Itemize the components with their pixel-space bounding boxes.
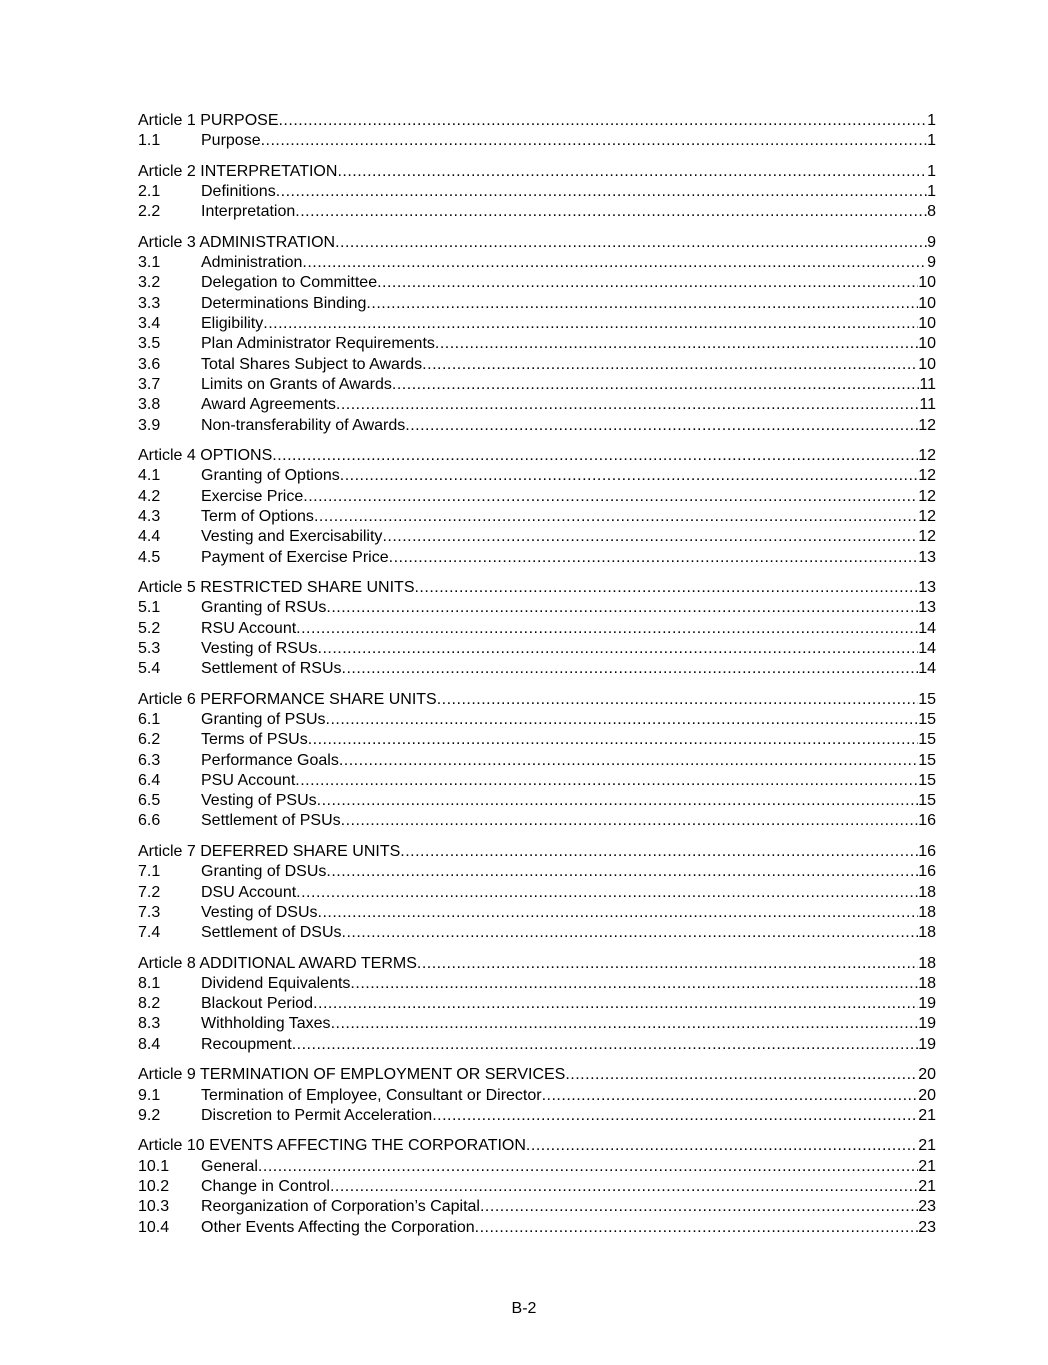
toc-section-entry[interactable] <box>138 294 936 314</box>
article-title: Article 2 INTERPRETATION <box>138 162 338 180</box>
page-ref: 1 <box>927 132 936 150</box>
section-title: Terms of PSUs <box>201 731 308 749</box>
dot-leader <box>326 862 918 882</box>
dot-leader <box>417 954 918 974</box>
toc-section-entry[interactable] <box>138 416 936 436</box>
toc-article-entry[interactable] <box>138 578 936 598</box>
dot-leader <box>341 811 919 831</box>
toc-section-entry[interactable] <box>138 355 936 375</box>
dot-leader <box>278 111 927 131</box>
page-ref: 18 <box>918 924 936 942</box>
dot-leader <box>350 974 918 994</box>
article-title: Article 3 ADMINISTRATION <box>138 233 336 251</box>
page-ref: 14 <box>918 619 936 637</box>
dot-leader <box>437 690 918 710</box>
section-title: Plan Administrator Requirements <box>201 335 435 353</box>
toc-section-entry[interactable] <box>138 1035 936 1055</box>
dot-leader <box>475 1218 919 1238</box>
section-title: Dividend Equivalents <box>201 974 351 992</box>
dot-leader <box>302 253 927 273</box>
section-title: Award Agreements <box>201 396 336 414</box>
page-ref: 13 <box>918 548 936 566</box>
page-ref: 20 <box>918 1086 936 1104</box>
section-number: 3.4 <box>138 315 161 333</box>
page-ref: 15 <box>918 710 936 728</box>
section-title: Reorganization of Corporation’s Capital <box>201 1198 480 1216</box>
section-number: 1.1 <box>138 132 161 150</box>
section-number: 6.3 <box>138 751 161 769</box>
page-ref: 12 <box>918 528 936 546</box>
dot-leader <box>337 162 927 182</box>
page-ref: 16 <box>918 842 936 860</box>
toc-article-entry[interactable] <box>138 1136 936 1156</box>
section-number: 3.2 <box>138 274 161 292</box>
page-ref: 13 <box>918 599 936 617</box>
toc-section-entry[interactable] <box>138 811 936 831</box>
toc-section-entry[interactable] <box>138 730 936 750</box>
page-number: B-2 <box>511 1300 537 1317</box>
dot-leader <box>308 730 919 750</box>
section-title: Vesting of PSUs <box>201 792 317 810</box>
section-number: 3.3 <box>138 294 161 312</box>
section-title: DSU Account <box>201 883 297 901</box>
page-ref: 15 <box>918 771 936 789</box>
dot-leader <box>318 639 919 659</box>
section-number: 4.4 <box>138 528 161 546</box>
toc-section-entry[interactable] <box>138 710 936 730</box>
page-ref: 16 <box>918 812 936 830</box>
dot-leader <box>400 842 918 862</box>
page-ref: 18 <box>918 903 936 921</box>
section-title: Other Events Affecting the Corporation <box>201 1218 475 1236</box>
toc-section-entry[interactable] <box>138 771 936 791</box>
dot-leader <box>339 751 918 771</box>
toc-section-entry[interactable] <box>138 619 936 639</box>
section-title: Eligibility <box>201 315 264 333</box>
section-title: Termination of Employee, Consultant or Director <box>201 1086 542 1104</box>
dot-leader <box>295 202 927 222</box>
section-title: Definitions <box>201 183 276 201</box>
dot-leader <box>258 1157 918 1177</box>
dot-leader <box>326 598 918 618</box>
section-title: Granting of PSUs <box>201 710 326 728</box>
page-ref: 12 <box>918 487 936 505</box>
section-title: General <box>201 1157 258 1175</box>
toc-article-group <box>138 162 936 223</box>
toc-section-entry[interactable] <box>138 395 936 415</box>
toc-article-entry[interactable] <box>138 233 936 253</box>
section-number: 3.9 <box>138 416 161 434</box>
toc-article-group <box>138 578 936 679</box>
section-number: 9.1 <box>138 1086 161 1104</box>
toc-section-entry[interactable] <box>138 994 936 1014</box>
page-ref: 12 <box>918 447 936 465</box>
toc-section-entry[interactable] <box>138 466 936 486</box>
toc-article-group <box>138 1065 936 1126</box>
toc-article-entry[interactable] <box>138 690 936 710</box>
page-ref: 16 <box>918 863 936 881</box>
toc-section-entry[interactable] <box>138 598 936 618</box>
section-title: Performance Goals <box>201 751 339 769</box>
toc-section-entry[interactable] <box>138 507 936 527</box>
page-ref: 21 <box>918 1177 936 1195</box>
page-ref: 1 <box>927 183 936 201</box>
section-number: 10.3 <box>138 1198 170 1216</box>
dot-leader <box>296 883 918 903</box>
dot-leader <box>296 619 918 639</box>
dot-leader <box>314 507 918 527</box>
section-number: 3.5 <box>138 335 161 353</box>
toc-section-entry[interactable] <box>138 751 936 771</box>
toc-section-entry[interactable] <box>138 923 936 943</box>
toc-section-entry[interactable] <box>138 1218 936 1238</box>
section-number: 5.4 <box>138 660 161 678</box>
page-ref: 23 <box>918 1218 936 1236</box>
section-number: 10.2 <box>138 1177 170 1195</box>
dot-leader <box>292 1035 918 1055</box>
page-ref: 13 <box>918 578 936 596</box>
dot-leader <box>432 1106 918 1126</box>
dot-leader <box>382 527 918 547</box>
section-number: 10.4 <box>138 1218 170 1236</box>
toc-section-entry[interactable] <box>138 334 936 354</box>
section-number: 3.7 <box>138 375 161 393</box>
section-number: 6.5 <box>138 792 161 810</box>
toc-article-group <box>138 690 936 832</box>
section-number: 8.3 <box>138 1015 161 1033</box>
page-ref: 12 <box>918 507 936 525</box>
section-title: Granting of RSUs <box>201 599 327 617</box>
dot-leader <box>336 395 920 415</box>
section-title: Total Shares Subject to Awards <box>201 355 423 373</box>
toc-article-group <box>138 446 936 568</box>
section-title: Granting of DSUs <box>201 863 327 881</box>
toc-section-entry[interactable] <box>138 131 936 151</box>
toc-section-entry[interactable] <box>138 548 936 568</box>
article-title: Article 6 PERFORMANCE SHARE UNITS <box>138 690 437 708</box>
toc-section-entry[interactable] <box>138 1086 936 1106</box>
section-number: 7.1 <box>138 863 161 881</box>
section-number: 2.1 <box>138 183 161 201</box>
section-title: Limits on Grants of Awards <box>201 375 392 393</box>
dot-leader <box>276 182 927 202</box>
section-title: Discretion to Permit Acceleration <box>201 1106 433 1124</box>
dot-leader <box>313 994 918 1014</box>
page-ref: 15 <box>918 690 936 708</box>
toc-article-group <box>138 111 936 152</box>
toc-section-entry[interactable] <box>138 791 936 811</box>
toc-section-entry[interactable] <box>138 883 936 903</box>
toc-section-entry[interactable] <box>138 487 936 507</box>
toc-section-entry[interactable] <box>138 314 936 334</box>
section-number: 5.2 <box>138 619 161 637</box>
section-number: 8.1 <box>138 974 161 992</box>
toc-article-entry[interactable] <box>138 954 936 974</box>
dot-leader <box>303 487 918 507</box>
toc-article-group <box>138 842 936 943</box>
toc-article-entry[interactable] <box>138 162 936 182</box>
dot-leader <box>335 233 927 253</box>
toc-article-entry[interactable] <box>138 1065 936 1085</box>
page-ref: 10 <box>918 335 936 353</box>
page-ref: 1 <box>927 162 936 180</box>
toc-section-entry[interactable] <box>138 903 936 923</box>
section-title: Determinations Binding <box>201 294 367 312</box>
toc-section-entry[interactable] <box>138 202 936 222</box>
section-number: 7.2 <box>138 883 161 901</box>
toc-section-entry[interactable] <box>138 974 936 994</box>
page-ref: 23 <box>918 1198 936 1216</box>
page-ref: 12 <box>918 416 936 434</box>
page-ref: 11 <box>919 396 936 414</box>
page-ref: 19 <box>918 1015 936 1033</box>
article-title: Article 4 OPTIONS <box>138 447 273 465</box>
toc-section-entry[interactable] <box>138 1106 936 1126</box>
section-number: 6.1 <box>138 710 161 728</box>
dot-leader <box>263 314 918 334</box>
page-ref: 12 <box>918 467 936 485</box>
dot-leader <box>392 375 919 395</box>
section-number: 4.3 <box>138 507 161 525</box>
table-of-contents <box>138 111 936 1248</box>
page-ref: 14 <box>918 639 936 657</box>
page-ref: 19 <box>918 1035 936 1053</box>
toc-article-entry[interactable] <box>138 842 936 862</box>
page-ref: 19 <box>918 995 936 1013</box>
dot-leader <box>542 1086 919 1106</box>
dot-leader <box>526 1136 918 1156</box>
section-title: Settlement of DSUs <box>201 924 342 942</box>
section-number: 6.4 <box>138 771 161 789</box>
page-ref: 21 <box>918 1157 936 1175</box>
section-title: Change in Control <box>201 1177 330 1195</box>
toc-section-entry[interactable] <box>138 273 936 293</box>
dot-leader <box>414 578 918 598</box>
toc-section-entry[interactable] <box>138 375 936 395</box>
toc-section-entry[interactable] <box>138 1014 936 1034</box>
article-title: Article 1 PURPOSE <box>138 112 279 129</box>
dot-leader <box>331 1014 919 1034</box>
dot-leader <box>405 416 918 436</box>
page-ref: 8 <box>927 203 936 221</box>
toc-article-group <box>138 1136 936 1237</box>
page-ref: 10 <box>918 355 936 373</box>
page-ref: 9 <box>927 254 936 272</box>
section-title: Settlement of RSUs <box>201 660 342 678</box>
dot-leader <box>330 1177 918 1197</box>
section-number: 5.1 <box>138 599 161 617</box>
section-title: Delegation to Committee <box>201 274 378 292</box>
section-number: 6.6 <box>138 812 161 830</box>
section-number: 10.1 <box>138 1157 170 1175</box>
section-title: Withholding Taxes <box>201 1015 331 1033</box>
page-ref: 14 <box>918 660 936 678</box>
dot-leader <box>389 548 919 568</box>
section-title: Blackout Period <box>201 995 314 1013</box>
section-title: Non-transferability of Awards <box>201 416 406 434</box>
dot-leader <box>342 923 919 943</box>
page-ref: 10 <box>918 274 936 292</box>
section-title: Exercise Price <box>201 487 304 505</box>
page-ref: 21 <box>918 1106 936 1124</box>
toc-article-group <box>138 233 936 436</box>
dot-leader <box>565 1065 918 1085</box>
toc-article-entry[interactable] <box>138 111 936 131</box>
dot-leader <box>272 446 918 466</box>
toc-section-entry[interactable] <box>138 862 936 882</box>
section-number: 4.2 <box>138 487 161 505</box>
article-title: Article 8 ADDITIONAL AWARD TERMS <box>138 954 417 972</box>
toc-section-entry[interactable] <box>138 182 936 202</box>
dot-leader <box>261 131 928 151</box>
section-title: Administration <box>201 254 303 272</box>
toc-article-entry[interactable] <box>138 446 936 466</box>
article-title: Article 7 DEFERRED SHARE UNITS <box>138 842 401 860</box>
dot-leader <box>480 1197 918 1217</box>
section-title: RSU Account <box>201 619 297 637</box>
toc-section-entry[interactable] <box>138 253 936 273</box>
section-title: Term of Options <box>201 507 314 525</box>
page-ref: 10 <box>918 294 936 312</box>
dot-leader <box>435 334 918 354</box>
dot-leader <box>318 903 919 923</box>
section-number: 8.4 <box>138 1035 161 1053</box>
page-ref: 10 <box>918 315 936 333</box>
section-title: PSU Account <box>201 771 296 789</box>
dot-leader <box>366 294 918 314</box>
article-title: Article 5 RESTRICTED SHARE UNITS <box>138 578 415 596</box>
toc-section-entry[interactable] <box>138 1197 936 1217</box>
section-title: Payment of Exercise Price <box>201 548 389 566</box>
section-number: 9.2 <box>138 1106 161 1124</box>
section-number: 4.1 <box>138 467 161 485</box>
toc-section-entry[interactable] <box>138 527 936 547</box>
toc-section-entry[interactable] <box>138 659 936 679</box>
section-title: Vesting of DSUs <box>201 903 318 921</box>
section-number: 4.5 <box>138 548 161 566</box>
toc-article-group <box>138 954 936 1055</box>
toc-section-entry[interactable] <box>138 1157 936 1177</box>
page-ref: 15 <box>918 731 936 749</box>
dot-leader <box>342 659 919 679</box>
section-number: 8.2 <box>138 995 161 1013</box>
section-number: 6.2 <box>138 731 161 749</box>
dot-leader <box>326 710 919 730</box>
page-ref: 18 <box>918 954 936 972</box>
section-number: 2.2 <box>138 203 161 221</box>
section-number: 7.3 <box>138 903 161 921</box>
section-title: Granting of Options <box>201 467 340 485</box>
article-title: Article 10 EVENTS AFFECTING THE CORPORATION <box>138 1137 526 1155</box>
page-ref: 9 <box>927 233 936 251</box>
section-title: Settlement of PSUs <box>201 812 341 830</box>
section-number: 7.4 <box>138 924 161 942</box>
section-title: Vesting of RSUs <box>201 639 318 657</box>
page-ref: 1 <box>927 112 936 129</box>
page-ref: 20 <box>918 1066 936 1084</box>
section-number: 3.8 <box>138 396 161 414</box>
page-ref: 15 <box>918 792 936 810</box>
page-ref: 18 <box>918 974 936 992</box>
section-title: Interpretation <box>201 203 296 221</box>
section-title: Vesting and Exercisability <box>201 528 383 546</box>
toc-section-entry[interactable] <box>138 639 936 659</box>
dot-leader <box>340 466 918 486</box>
article-title: Article 9 TERMINATION OF EMPLOYMENT OR SERVICES <box>138 1066 566 1084</box>
dot-leader <box>317 791 919 811</box>
page-ref: 15 <box>918 751 936 769</box>
dot-leader <box>295 771 918 791</box>
section-number: 3.6 <box>138 355 161 373</box>
section-number: 3.1 <box>138 254 161 272</box>
page-ref: 21 <box>918 1137 936 1155</box>
section-title: Recoupment <box>201 1035 292 1053</box>
dot-leader <box>377 273 918 293</box>
section-number: 5.3 <box>138 639 161 657</box>
section-title: Purpose <box>201 132 261 150</box>
dot-leader <box>422 355 918 375</box>
page-ref: 11 <box>919 375 936 393</box>
toc-section-entry[interactable] <box>138 1177 936 1197</box>
page-ref: 18 <box>918 883 936 901</box>
